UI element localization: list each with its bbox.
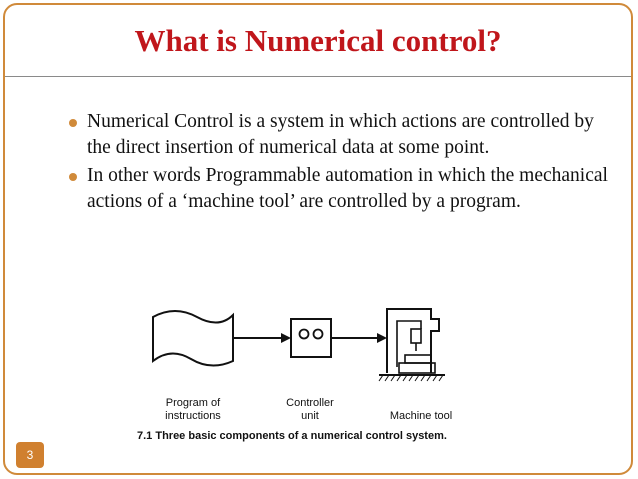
bullet-icon	[69, 119, 77, 127]
program-tape-shape	[153, 311, 233, 366]
controller-knob-right	[314, 330, 323, 339]
page-number-badge: 3	[16, 442, 44, 468]
diagram-drawing	[145, 301, 505, 446]
machine-spindle	[411, 329, 421, 343]
machine-column-inner	[397, 321, 421, 367]
bullet-text: In other words Programmable automation in which the mechanical actions of a ‘machine tool’ are controlled by a program.	[87, 165, 608, 212]
arrowhead-2	[377, 333, 387, 343]
nc-system-diagram	[145, 301, 505, 446]
bullet-icon	[69, 173, 77, 181]
controller-knob-left	[300, 330, 309, 339]
controller-box	[291, 319, 331, 357]
slide-title: What is Numerical control?	[134, 23, 502, 58]
bullet-text: Numerical Control is a system in which actions are controlled by the direct insertion of numerical data at some point.	[87, 111, 594, 158]
label-program-of-instructions: Program of instructions	[165, 397, 221, 422]
machine-table	[405, 355, 431, 363]
arrowhead-1	[281, 333, 291, 343]
slide	[3, 3, 633, 475]
bullet-list	[53, 109, 613, 217]
bullet-item	[53, 163, 613, 215]
label-controller-unit: Controller unit	[286, 397, 334, 422]
bullet-item	[53, 109, 613, 161]
machine-base	[399, 363, 435, 373]
figure-caption: 7.1 Three basic components of a numerical control system.	[137, 430, 447, 442]
label-machine-tool: Machine tool	[389, 410, 453, 422]
title-divider	[5, 76, 631, 77]
